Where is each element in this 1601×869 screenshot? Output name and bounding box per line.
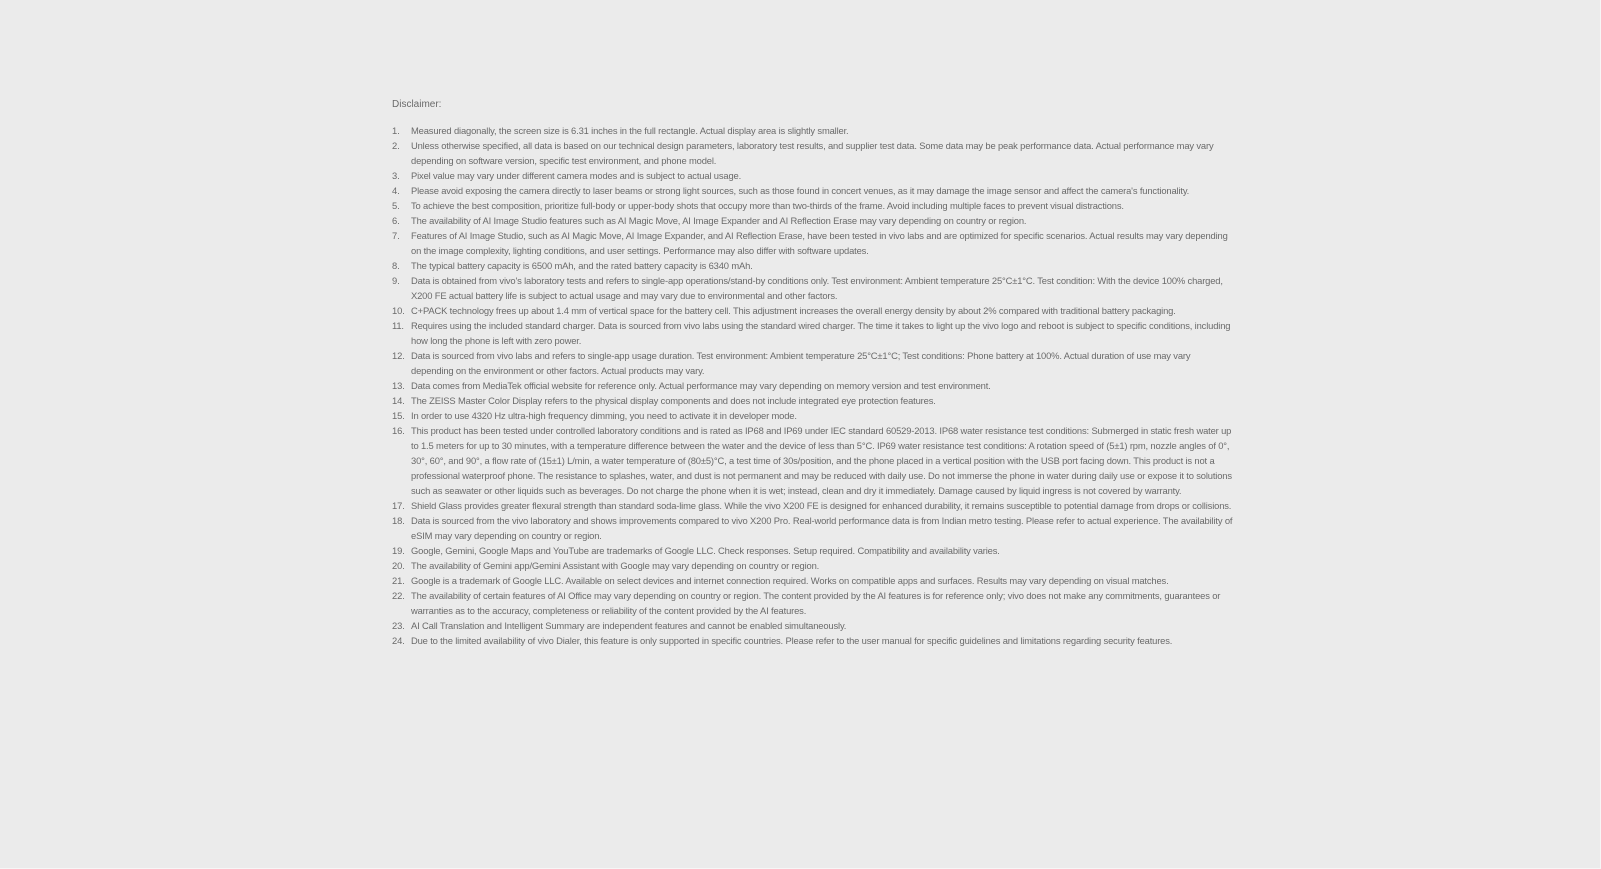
disclaimer-item-text: The ZEISS Master Color Display refers to the physical display components and does not include integrated eye protection features. <box>411 395 936 406</box>
disclaimer-item-text: Data is obtained from vivo's laboratory tests and refers to single-app operations/stand-by conditions only. Test environment: Ambient temperature 25°C±1°C. Test condition: With the device 100% charged, X200 FE actual battery life is subject to actual usage and may vary due to environmental and other factors. <box>411 275 1223 301</box>
disclaimer-item <box>392 498 1234 513</box>
disclaimer-item-number: 20. <box>392 560 405 571</box>
disclaimer-item-text: Please avoid exposing the camera directly to laser beams or strong light sources, such as those found in concert venues, as it may damage the image sensor and affect the camera's functionality. <box>411 185 1190 196</box>
disclaimer-item <box>392 258 1234 273</box>
disclaimer-item <box>392 558 1234 573</box>
disclaimer-item-text: To achieve the best composition, prioritize full-body or upper-body shots that occupy more than two-thirds of the frame. Avoid including multiple faces to prevent visual distractions. <box>411 200 1124 211</box>
disclaimer-item <box>392 303 1234 318</box>
disclaimer-item <box>392 273 1234 303</box>
disclaimer-item-text: Data is sourced from the vivo laboratory and shows improvements compared to vivo X200 Pro. Real-world performance data is from Indian metro testing. Please refer to actual experience. The availability of eSIM may vary depending on country or region. <box>411 515 1233 541</box>
disclaimer-item <box>392 228 1234 258</box>
disclaimer-item-number: 2. <box>392 140 400 151</box>
disclaimer-item-number: 16. <box>392 425 405 436</box>
disclaimer-item-text: The availability of Gemini app/Gemini Assistant with Google may vary depending on country or region. <box>411 560 820 571</box>
disclaimer-item <box>392 618 1234 633</box>
disclaimer-item <box>392 138 1234 168</box>
disclaimer-item <box>392 393 1234 408</box>
disclaimer-item-number: 14. <box>392 395 405 406</box>
disclaimer-item-text: This product has been tested under controlled laboratory conditions and is rated as IP68 and IP69 under IEC standard 60529-2013. IP68 water resistance test conditions: Submerged in static fresh water up to 1.5 meters for up to 30 minutes, with a temperature difference between the water and the device of less than 5°C. IP69 water resistance test conditions: A rotation speed of (5±1) rpm, nozzle angles of 0°, 30°, 60°, and 90°, a flow rate of (15±1) L/min, a water temperature of (80±5)°C, a test time of 30s/position, and the phone placed in a vertical position with the USB port facing down. This product is not a professional waterproof phone. The resistance to splashes, water, and dust is not permanent and may be reduced with daily use. Do not immerse the phone in water during daily use or expose it to solutions such as seawater or other liquids such as beverages. Do not charge the phone when it is wet; instead, clean and dry it immediately. Damage caused by liquid ingress is not covered by warranty. <box>411 425 1232 496</box>
disclaimer-item <box>392 588 1234 618</box>
disclaimer-item <box>392 183 1234 198</box>
disclaimer-item-text: Google, Gemini, Google Maps and YouTube are trademarks of Google LLC. Check responses. Setup required. Compatibility and availability varies. <box>411 545 1000 556</box>
disclaimer-item-number: 21. <box>392 575 405 586</box>
disclaimer-section <box>392 98 1234 648</box>
disclaimer-item-text: The typical battery capacity is 6500 mAh, and the rated battery capacity is 6340 mAh. <box>411 260 753 271</box>
disclaimer-item-text: C+PACK technology frees up about 1.4 mm of vertical space for the battery cell. This adjustment increases the overall energy density by about 2% compared with traditional battery packaging. <box>411 305 1176 316</box>
disclaimer-item-number: 22. <box>392 590 405 601</box>
disclaimer-item-text: Due to the limited availability of vivo Dialer, this feature is only supported in specific countries. Please refer to the user manual for specific guidelines and limitations regarding security features. <box>411 635 1173 646</box>
disclaimer-item-number: 19. <box>392 545 405 556</box>
disclaimer-item-number: 9. <box>392 275 400 286</box>
disclaimer-item-text: The availability of certain features of AI Office may vary depending on country or region. The content provided by the AI features is for reference only; vivo does not make any commitments, guarantees or warranties as to the accuracy, completeness or reliability of the content provided by the AI features. <box>411 590 1221 616</box>
disclaimer-item <box>392 348 1234 378</box>
disclaimer-item <box>392 423 1234 498</box>
disclaimer-item-number: 12. <box>392 350 405 361</box>
disclaimer-item-number: 11. <box>392 320 404 331</box>
disclaimer-item <box>392 123 1234 138</box>
disclaimer-item-text: Features of AI Image Studio, such as AI Magic Move, AI Image Expander, and AI Reflection Erase, have been tested in vivo labs and are optimized for specific scenarios. Actual results may vary depending on the image complexity, lighting conditions, and user settings. Performance may also differ with software updates. <box>411 230 1228 256</box>
disclaimer-item <box>392 168 1234 183</box>
disclaimer-item-text: Google is a trademark of Google LLC. Available on select devices and internet connection required. Works on compatible apps and surfaces. Results may vary depending on visual matches. <box>411 575 1169 586</box>
disclaimer-item <box>392 378 1234 393</box>
disclaimer-item-text: Data is sourced from vivo labs and refers to single-app usage duration. Test environment: Ambient temperature 25°C±1°C; Test conditions: Phone battery at 100%. Actual duration of use may vary depending on the environment or other factors. Actual products may vary. <box>411 350 1191 376</box>
disclaimer-item-number: 24. <box>392 635 405 646</box>
disclaimer-item <box>392 633 1234 648</box>
disclaimer-item-text: Requires using the included standard charger. Data is sourced from vivo labs using the standard wired charger. The time it takes to light up the vivo logo and reboot is subject to specific conditions, including how long the phone is left with zero power. <box>411 320 1231 346</box>
disclaimer-item-number: 10. <box>392 305 405 316</box>
disclaimer-item <box>392 543 1234 558</box>
disclaimer-item-text: AI Call Translation and Intelligent Summary are independent features and cannot be enabled simultaneously. <box>411 620 847 631</box>
disclaimer-item-text: In order to use 4320 Hz ultra-high frequency dimming, you need to activate it in developer mode. <box>411 410 797 421</box>
disclaimer-item-number: 8. <box>392 260 400 271</box>
disclaimer-item-number: 1. <box>392 125 400 136</box>
disclaimer-item-number: 15. <box>392 410 405 421</box>
disclaimer-item-number: 6. <box>392 215 400 226</box>
disclaimer-item-text: Pixel value may vary under different camera modes and is subject to actual usage. <box>411 170 742 181</box>
disclaimer-item-text: Unless otherwise specified, all data is based on our technical design parameters, laboratory test results, and supplier test data. Some data may be peak performance data. Actual performance may vary depending on software version, specific test environment, and phone model. <box>411 140 1214 166</box>
disclaimer-heading: Disclaimer: <box>392 99 442 110</box>
disclaimer-item-number: 23. <box>392 620 405 631</box>
disclaimer-item <box>392 213 1234 228</box>
disclaimer-item-number: 3. <box>392 170 400 181</box>
disclaimer-item-text: Measured diagonally, the screen size is 6.31 inches in the full rectangle. Actual display area is slightly smaller. <box>411 125 849 136</box>
disclaimer-item-number: 7. <box>392 230 400 241</box>
disclaimer-item-text: Shield Glass provides greater flexural strength than standard soda-lime glass. While the vivo X200 FE is designed for enhanced durability, it remains susceptible to potential damage from drops or collisions. <box>411 500 1232 511</box>
disclaimer-item-number: 4. <box>392 185 400 196</box>
disclaimer-item <box>392 513 1234 543</box>
disclaimer-item-number: 5. <box>392 200 400 211</box>
disclaimer-item-number: 13. <box>392 380 405 391</box>
disclaimer-list <box>392 123 1234 648</box>
disclaimer-item <box>392 198 1234 213</box>
disclaimer-item-text: The availability of AI Image Studio features such as AI Magic Move, AI Image Expander and AI Reflection Erase may vary depending on country or region. <box>411 215 1027 226</box>
disclaimer-item-text: Data comes from MediaTek official website for reference only. Actual performance may vary depending on memory version and test environment. <box>411 380 991 391</box>
disclaimer-item-number: 18. <box>392 515 405 526</box>
disclaimer-item <box>392 408 1234 423</box>
disclaimer-item <box>392 573 1234 588</box>
disclaimer-item <box>392 318 1234 348</box>
disclaimer-item-number: 17. <box>392 500 405 511</box>
